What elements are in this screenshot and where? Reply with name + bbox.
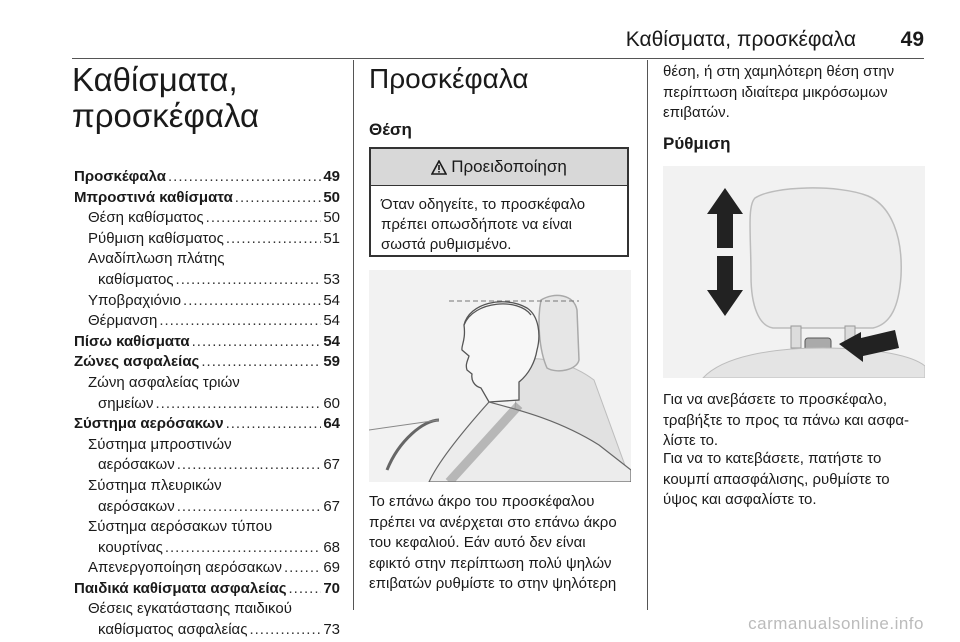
page-header — [0, 24, 960, 60]
toc-entry-label: Θέση καθίσματος — [88, 209, 204, 227]
paragraph-line: θέση, ή στη χαμηλότερη θέση στην — [663, 63, 895, 80]
toc-entry-label: Σύστημα μπροστινών — [88, 435, 232, 453]
toc-entry-label: Απενεργοποίηση αερόσακων — [88, 559, 283, 577]
toc-entry-page: 69 — [323, 559, 340, 577]
headrest-height-paragraph — [369, 492, 639, 595]
toc-entry[interactable] — [74, 229, 340, 250]
toc-entry-label: καθίσματος — [98, 270, 174, 288]
toc-entry-label: Πίσω καθίσματα — [74, 332, 190, 350]
column-divider-right — [647, 60, 648, 610]
warning-line: Όταν οδηγείτε, το προσκέφαλο — [381, 196, 586, 213]
toc-entry-page: 53 — [323, 270, 340, 288]
toc-entry-label: Προσκέφαλα — [74, 168, 166, 185]
toc-dot-leader — [159, 311, 321, 332]
paragraph-line: πρέπει να ανέρχεται στο επάνω άκρο — [369, 513, 617, 531]
toc-entry[interactable] — [74, 558, 340, 579]
toc-entry-row — [88, 497, 340, 518]
toc-entry-row — [74, 332, 340, 353]
toc-entry-page: 68 — [323, 538, 340, 556]
toc-entry-row — [88, 291, 340, 312]
headrest-height-paragraph-continued — [663, 62, 933, 124]
toc-entry-row — [74, 352, 340, 373]
toc-entry[interactable] — [74, 188, 340, 209]
toc-entry-label: καθίσματος ασφαλείας — [98, 621, 248, 639]
toc-dot-leader — [284, 558, 321, 579]
toc-entry-row — [88, 455, 340, 476]
toc-entry-label: αερόσακων — [98, 456, 175, 474]
toc-entry[interactable] — [74, 291, 340, 312]
warning-line: πρέπει οπωσδήποτε να είναι — [381, 216, 572, 233]
toc-entry-row — [88, 558, 340, 579]
toc-dot-leader — [226, 229, 321, 250]
toc-entry-page: 49 — [323, 168, 340, 185]
toc-entry-row — [74, 579, 340, 600]
lower-headrest-paragraph — [663, 449, 948, 511]
toc-dot-leader — [201, 352, 321, 373]
toc-entry-page: 51 — [323, 229, 340, 247]
toc-entry[interactable] — [74, 332, 340, 353]
toc-entry-page: 50 — [323, 188, 340, 206]
toc-entry[interactable] — [74, 373, 340, 414]
header-rule — [72, 58, 924, 59]
toc-dot-leader — [176, 270, 322, 291]
toc-entry-page: 60 — [323, 394, 340, 412]
toc-dot-leader — [235, 188, 322, 209]
paragraph-line: εφικτό στην περίπτωση πολύ ψηλών — [369, 554, 612, 572]
toc-entry-row — [88, 394, 340, 415]
toc-dot-leader — [226, 414, 322, 435]
warning-header — [371, 149, 627, 186]
paragraph-line: Για να το κατεβάσετε, πατήστε το — [663, 450, 882, 467]
paragraph-line: του κεφαλιού. Εάν αυτό δεν είναι — [369, 534, 586, 552]
toc-entry-label: Θέρμανση — [88, 312, 158, 330]
page-number: 49 — [900, 28, 924, 51]
toc-entry-row — [88, 538, 340, 559]
toc-entry[interactable] — [74, 249, 340, 290]
toc-entry-page: 73 — [323, 621, 340, 639]
toc-entry-label: Υποβραχιόνιο — [88, 291, 182, 309]
toc-dot-leader — [168, 167, 321, 188]
toc-entry-label: Θέσεις εγκατάστασης παιδικού — [88, 600, 292, 618]
table-of-contents — [74, 167, 340, 641]
toc-entry[interactable] — [74, 311, 340, 332]
toc-dot-leader — [183, 291, 321, 312]
toc-entry-row — [74, 188, 340, 209]
toc-dot-leader — [206, 208, 322, 229]
toc-entry-label: Παιδικά καθίσματα ασφαλείας — [74, 579, 287, 597]
toc-entry-label: Σύστημα πλευρικών — [88, 476, 222, 494]
raise-headrest-paragraph — [663, 390, 948, 452]
subsection-title-adjustment: Ρύθμιση — [663, 134, 731, 153]
chapter-title — [72, 62, 342, 134]
toc-entry-label: Ζώνη ασφαλείας τριών — [88, 373, 240, 391]
toc-entry-label: Ρύθμιση καθίσματος — [88, 229, 224, 247]
paragraph-line: λίστε το. — [663, 432, 719, 450]
paragraph-line: επιβατών. — [663, 104, 730, 122]
paragraph-line: Το επάνω άκρο του προσκέφαλου — [369, 493, 595, 510]
chapter-title-line-2: προσκέφαλα — [72, 97, 260, 134]
toc-entry-page: 67 — [323, 497, 340, 515]
toc-entry[interactable] — [74, 579, 340, 600]
toc-entry-page: 50 — [323, 209, 340, 227]
toc-dot-leader — [289, 579, 322, 600]
paragraph-line: Για να ανεβάσετε το προσκέφαλο, — [663, 391, 888, 408]
toc-entry-page: 54 — [323, 332, 340, 350]
toc-entry-label: Μπροστινά καθίσματα — [74, 188, 233, 206]
toc-entry[interactable] — [74, 435, 340, 476]
toc-entry-label: αερόσακων — [98, 497, 175, 515]
toc-entry[interactable] — [74, 599, 340, 640]
toc-entry-row — [74, 167, 340, 188]
headrest-position-illustration — [369, 270, 631, 482]
toc-entry-label: Σύστημα αερόσακων — [74, 415, 224, 433]
headrest-adjustment-drawing — [663, 166, 925, 378]
chapter-title-line-1: Καθίσματα, — [72, 61, 238, 98]
toc-entry-row — [88, 270, 340, 291]
headrest-position-drawing — [369, 270, 631, 482]
toc-entry-page: 70 — [323, 579, 340, 597]
paragraph-line: κουμπί απασφάλισης, ρυθμίστε το — [663, 470, 890, 488]
toc-entry-page: 54 — [323, 312, 340, 330]
toc-dot-leader — [177, 497, 322, 518]
column-divider-left — [353, 60, 354, 610]
headrest-adjustment-illustration — [663, 166, 925, 378]
toc-dot-leader — [177, 455, 322, 476]
paragraph-line: ύψος και ασφαλίστε το. — [663, 491, 817, 509]
warning-box — [369, 147, 629, 257]
watermark-text: carmanualsonline.info — [748, 614, 924, 633]
toc-dot-leader — [192, 332, 322, 353]
paragraph-line: τραβήξτε το προς τα πάνω και ασφα- — [663, 411, 909, 429]
warning-triangle-icon — [431, 160, 447, 175]
toc-entry-label: Αναδίπλωση πλάτης — [88, 250, 225, 268]
toc-dot-leader — [165, 538, 321, 559]
toc-dot-leader — [249, 620, 321, 641]
toc-entry-page: 59 — [323, 353, 340, 371]
toc-entry-label: Ζώνες ασφαλείας — [74, 353, 200, 371]
warning-text — [371, 186, 627, 264]
warning-heading: Προειδοποίηση — [451, 157, 567, 176]
toc-entry-row — [74, 414, 340, 435]
section-title: Προσκέφαλα — [369, 63, 529, 94]
warning-line: σωστά ρυθμισμένο. — [381, 236, 512, 253]
subsection-title-position: Θέση — [369, 120, 412, 139]
toc-entry-row — [88, 311, 340, 332]
toc-entry[interactable] — [74, 517, 340, 558]
toc-entry-page: 67 — [323, 456, 340, 474]
toc-entry[interactable] — [74, 208, 340, 229]
toc-entry-row — [88, 208, 340, 229]
paragraph-line: επιβατών ρυθμίστε το στην ψηλότερη — [369, 575, 617, 593]
toc-entry-page: 64 — [323, 415, 340, 433]
toc-entry-row — [88, 620, 340, 641]
toc-dot-leader — [155, 394, 321, 415]
toc-entry[interactable] — [74, 476, 340, 517]
toc-entry[interactable] — [74, 167, 340, 188]
toc-entry[interactable] — [74, 414, 340, 435]
toc-entry[interactable] — [74, 352, 340, 373]
toc-entry-row — [88, 229, 340, 250]
toc-entry-label: κουρτίνας — [98, 538, 163, 556]
paragraph-line: περίπτωση ιδιαίτερα μικρόσωμων — [663, 83, 888, 101]
toc-entry-label: Σύστημα αερόσακων τύπου — [88, 518, 273, 536]
toc-entry-page: 54 — [323, 291, 340, 309]
header-title: Καθίσματα, προσκέφαλα — [625, 28, 856, 51]
toc-entry-label: σημείων — [98, 394, 154, 412]
